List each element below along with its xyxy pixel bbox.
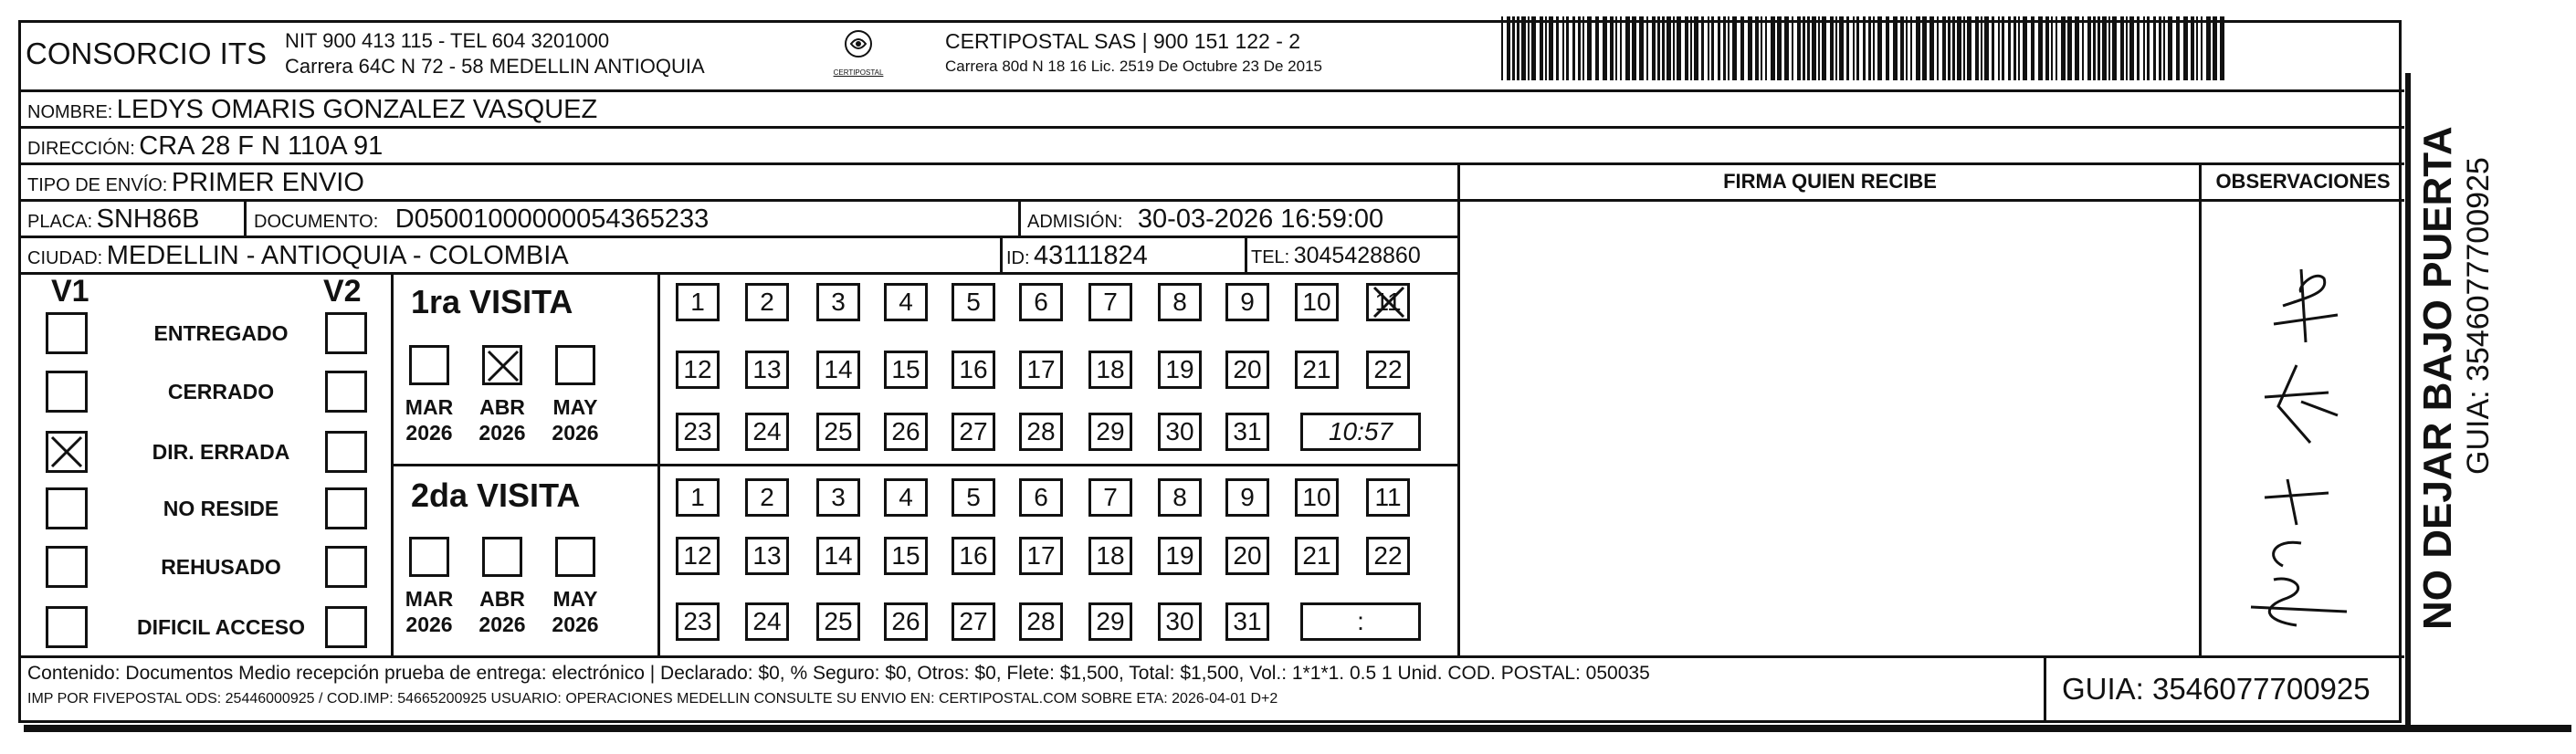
line-guia-sep: [2044, 655, 2046, 723]
placa-value: SNH86B: [96, 204, 200, 234]
observations-header: OBSERVACIONES: [2215, 170, 2391, 193]
day-box[interactable]: 5: [952, 478, 995, 517]
day-box[interactable]: 4: [884, 283, 928, 321]
side-guia: GUIA: 3546077700925: [2461, 157, 2496, 475]
line-obs-header-bottom: [1459, 199, 2404, 202]
day-box[interactable]: 20: [1225, 537, 1269, 575]
day-box[interactable]: 31: [1225, 602, 1269, 641]
day-box[interactable]: 20: [1225, 351, 1269, 389]
month-checkbox[interactable]: [409, 537, 449, 577]
ciudad-row: [27, 241, 569, 271]
day-x-mark-icon: [1371, 284, 1407, 327]
v2-checkbox[interactable]: [325, 371, 367, 413]
documento-label: DOCUMENTO:: [254, 212, 379, 232]
day-box[interactable]: 7: [1088, 283, 1132, 321]
line-status-sep: [391, 272, 394, 655]
day-box[interactable]: 10: [1295, 283, 1339, 321]
ciudad-label: CIUDAD:: [27, 248, 103, 268]
documento-value: D05001000000054365233: [394, 204, 710, 234]
month-checkbox[interactable]: [409, 345, 449, 385]
day-box[interactable]: 22: [1366, 537, 1410, 575]
right-shadow: [2405, 73, 2411, 727]
visit-title: 2da VISITA: [411, 476, 581, 514]
day-box[interactable]: 23: [676, 602, 720, 641]
day-box[interactable]: 27: [952, 413, 995, 451]
documento-row: [254, 204, 709, 235]
day-box[interactable]: 22: [1366, 351, 1410, 389]
v2-checkbox[interactable]: [325, 431, 367, 473]
certipostal-logo: [826, 27, 890, 79]
footer-content: Contenido: Documentos Medio recepción prueba de entrega: electrónico | Declarado: $0, % Seguro: $0, Otros: $0, Flete: $1,500, Total: $1,500, Vol.: 1*1*1. 0.5 1 Unid. COD. POSTAL: 050035: [27, 663, 1650, 684]
month-year: 2026: [552, 613, 599, 636]
company-nit: NIT 900 413 115 - TEL 604 3201000: [285, 29, 610, 52]
month-checkbox[interactable]: [555, 345, 595, 385]
day-box[interactable]: 9: [1225, 283, 1269, 321]
month-name: MAR: [405, 587, 454, 611]
month-year: 2026: [405, 421, 453, 445]
day-box[interactable]: 17: [1019, 351, 1063, 389]
day-box[interactable]: 30: [1158, 413, 1202, 451]
day-box[interactable]: 18: [1088, 351, 1132, 389]
status-label: DIFICIL ACCESO: [136, 615, 305, 639]
month-checkbox[interactable]: [482, 345, 522, 385]
placa-row: [27, 204, 199, 235]
line-nombre-bottom: [18, 126, 2404, 129]
line-placa-sep: [244, 199, 247, 236]
carrier-name: CERTIPOSTAL SAS | 900 151 122 - 2: [945, 29, 1301, 53]
id-label: ID:: [1006, 248, 1030, 268]
v1-checkbox[interactable]: [46, 546, 88, 588]
month-name: MAR: [405, 395, 454, 419]
line-months-sep: [657, 272, 660, 655]
tipo-value: PRIMER ENVIO: [171, 168, 364, 197]
line-tel-sep: [1245, 236, 1247, 272]
tel-label: TEL:: [1251, 247, 1290, 267]
month-label: [542, 586, 608, 637]
day-box[interactable]: 13: [745, 351, 789, 389]
line-visit-divider: [391, 464, 1459, 466]
time-box[interactable]: 10:57: [1300, 413, 1421, 451]
day-box[interactable]: 24: [745, 413, 789, 451]
day-box[interactable]: 29: [1088, 602, 1132, 641]
line-direccion-bottom: [18, 162, 2404, 165]
day-box[interactable]: 21: [1295, 537, 1339, 575]
tel-value: 3045428860: [1293, 243, 1421, 268]
day-box[interactable]: 14: [816, 537, 860, 575]
nombre-row: [27, 95, 597, 125]
v1-checkbox[interactable]: [46, 487, 88, 529]
line-obs-left: [2199, 162, 2202, 655]
day-box[interactable]: 4: [884, 478, 928, 517]
day-box[interactable]: 19: [1158, 351, 1202, 389]
day-box[interactable]: 11: [1366, 478, 1410, 517]
line-header-bottom: [18, 89, 2404, 92]
tipo-row: [27, 168, 364, 198]
day-box[interactable]: 21: [1295, 351, 1339, 389]
bottom-shadow: [24, 725, 2571, 732]
day-box[interactable]: 1: [676, 283, 720, 321]
day-box[interactable]: 8: [1158, 283, 1202, 321]
x-mark-icon: [48, 434, 85, 470]
day-box[interactable]: 26: [884, 602, 928, 641]
day-box[interactable]: 14: [816, 351, 860, 389]
admision-value: 30-03-2026 16:59:00: [1137, 204, 1384, 234]
day-box[interactable]: 30: [1158, 602, 1202, 641]
status-label: NO RESIDE: [163, 497, 279, 520]
month-name: MAY: [552, 587, 598, 611]
month-name: MAY: [552, 395, 598, 419]
day-box[interactable]: 15: [884, 537, 928, 575]
signature-header: FIRMA QUIEN RECIBE: [1723, 170, 1937, 193]
month-year: 2026: [552, 421, 599, 445]
day-box[interactable]: 3: [816, 478, 860, 517]
day-box[interactable]: 18: [1088, 537, 1132, 575]
month-label: [469, 394, 535, 445]
footer-imp: IMP POR FIVEPOSTAL ODS: 25446000925 / COD.IMP: 54665200925 USUARIO: OPERACIONES MEDELLIN CONSULTE SU ENVIO EN: CERTIPOSTAL.COM SOBRE ETA: 2026-04-01 D+2: [27, 691, 1278, 707]
line-signature-left: [1457, 162, 1460, 655]
tipo-label: TIPO DE ENVÍO:: [27, 175, 168, 195]
v1-heading: V1: [51, 274, 89, 309]
id-value: 43111824: [1034, 241, 1148, 270]
month-label: [469, 586, 535, 637]
v1-checkbox[interactable]: [46, 371, 88, 413]
day-box[interactable]: 6: [1019, 478, 1063, 517]
day-box[interactable]: 11: [1366, 283, 1410, 321]
status-label: CERRADO: [167, 380, 275, 403]
company-address: Carrera 64C N 72 - 58 MEDELLIN ANTIOQUIA: [285, 55, 705, 78]
v2-checkbox[interactable]: [325, 606, 367, 648]
day-box[interactable]: 5: [952, 283, 995, 321]
day-box[interactable]: 16: [952, 351, 995, 389]
ciudad-value: MEDELLIN - ANTIOQUIA - COLOMBIA: [106, 241, 569, 270]
admision-label: ADMISIÓN:: [1027, 212, 1123, 232]
v1-checkbox[interactable]: [46, 312, 88, 354]
day-box[interactable]: 25: [816, 602, 860, 641]
line-footer-top: [18, 655, 2404, 658]
placa-label: PLACA:: [27, 212, 93, 232]
day-box[interactable]: 1: [676, 478, 720, 517]
status-label: DIR. ERRADA: [152, 440, 290, 464]
v1-checkbox[interactable]: [46, 431, 88, 473]
day-box[interactable]: 19: [1158, 537, 1202, 575]
nombre-label: NOMBRE:: [27, 102, 113, 122]
day-box[interactable]: 25: [816, 413, 860, 451]
line-ciudad-bottom: [18, 272, 1459, 275]
day-box[interactable]: 31: [1225, 413, 1269, 451]
month-checkbox[interactable]: [555, 537, 595, 577]
no-dejar-bajo-puerta: NO DEJAR BAJO PUERTA: [2415, 126, 2460, 630]
day-box[interactable]: 9: [1225, 478, 1269, 517]
visit-title: 1ra VISITA: [411, 283, 573, 320]
v2-checkbox[interactable]: [325, 546, 367, 588]
v2-heading: V2: [323, 274, 362, 309]
day-box[interactable]: 6: [1019, 283, 1063, 321]
day-box[interactable]: 15: [884, 351, 928, 389]
side-note: [2415, 82, 2497, 630]
month-label: [542, 394, 608, 445]
carrier-address: Carrera 80d N 18 16 Lic. 2519 De Octubre 23 De 2015: [945, 58, 1322, 75]
day-box[interactable]: 29: [1088, 413, 1132, 451]
status-label: ENTREGADO: [153, 321, 289, 345]
month-checkbox[interactable]: [482, 537, 522, 577]
month-year: 2026: [478, 421, 526, 445]
id-row: [1006, 241, 1148, 271]
barcode: [1498, 16, 2228, 80]
company-name: CONSORCIO ITS: [26, 37, 268, 70]
status-label: REHUSADO: [161, 555, 281, 579]
v2-checkbox[interactable]: [325, 312, 367, 354]
day-box[interactable]: 8: [1158, 478, 1202, 517]
admision-row: [1027, 204, 1383, 235]
line-id-sep: [1000, 236, 1003, 272]
line-tipo-bottom: [18, 199, 1459, 202]
day-box[interactable]: 2: [745, 283, 789, 321]
day-box[interactable]: 23: [676, 413, 720, 451]
footer-guia: GUIA: 3546077700925: [2062, 672, 2371, 706]
v2-checkbox[interactable]: [325, 487, 367, 529]
direccion-value: CRA 28 F N 110A 91: [139, 131, 384, 161]
day-box[interactable]: 12: [676, 537, 720, 575]
day-box[interactable]: 13: [745, 537, 789, 575]
line-placa-bottom: [18, 236, 1459, 238]
month-label: [396, 586, 462, 637]
day-box[interactable]: 28: [1019, 413, 1063, 451]
logo-text: CERTIPOSTAL: [833, 68, 884, 77]
day-box[interactable]: 24: [745, 602, 789, 641]
tel-row: [1251, 243, 1421, 269]
line-admision-sep: [1018, 199, 1021, 236]
day-box[interactable]: 10: [1295, 478, 1339, 517]
v1-checkbox[interactable]: [46, 606, 88, 648]
month-name: ABR: [479, 587, 525, 611]
day-box[interactable]: 12: [676, 351, 720, 389]
nombre-value: LEDYS OMARIS GONZALEZ VASQUEZ: [116, 95, 598, 124]
time-box[interactable]: :: [1300, 602, 1421, 641]
month-name: ABR: [479, 395, 525, 419]
day-box[interactable]: 17: [1019, 537, 1063, 575]
month-label: [396, 394, 462, 445]
observation-handwriting: [2210, 205, 2392, 653]
day-box[interactable]: 16: [952, 537, 995, 575]
day-box[interactable]: 3: [816, 283, 860, 321]
month-year: 2026: [405, 613, 453, 636]
direccion-row: [27, 131, 383, 162]
day-box[interactable]: 27: [952, 602, 995, 641]
direccion-label: DIRECCIÓN:: [27, 139, 135, 159]
day-box[interactable]: 26: [884, 413, 928, 451]
day-box[interactable]: 28: [1019, 602, 1063, 641]
day-box[interactable]: 2: [745, 478, 789, 517]
month-year: 2026: [478, 613, 526, 636]
day-box[interactable]: 7: [1088, 478, 1132, 517]
